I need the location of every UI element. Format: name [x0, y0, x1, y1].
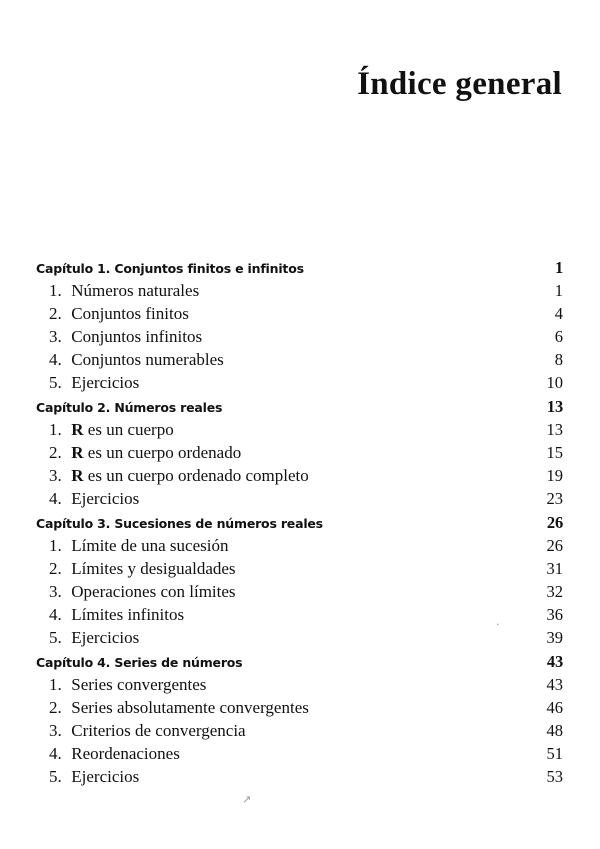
section-entry[interactable]	[36, 348, 563, 371]
section-entry[interactable]	[36, 696, 563, 719]
section-number: 5.	[49, 767, 62, 786]
section-text: Series convergentes	[71, 675, 207, 694]
section-page-number: 53	[546, 767, 563, 786]
section-number: 3.	[49, 327, 62, 346]
section-page-number: 19	[546, 466, 563, 485]
chapter-page-number: 13	[546, 397, 563, 416]
section-page-number: 31	[546, 559, 563, 578]
chapter-title	[36, 652, 242, 674]
section-title	[49, 673, 206, 696]
scan-mark: ↗	[242, 793, 252, 806]
section-entry[interactable]	[36, 580, 563, 603]
section-number: 4.	[49, 744, 62, 763]
section-entry[interactable]	[36, 765, 563, 788]
section-entry[interactable]	[36, 371, 563, 394]
section-number: 5.	[49, 373, 62, 392]
section-title	[49, 348, 224, 371]
section-text: Ejercicios	[71, 767, 140, 786]
real-numbers-symbol: R	[71, 466, 84, 485]
section-text: Números naturales	[71, 281, 200, 300]
chapter-page-number: 43	[546, 652, 563, 671]
section-number: 4.	[49, 489, 62, 508]
section-title	[49, 325, 202, 348]
section-text: es un cuerpo ordenado	[83, 443, 242, 462]
section-title	[49, 418, 174, 441]
section-number: 2.	[49, 698, 62, 717]
section-number: 3.	[49, 466, 62, 485]
section-page-number: 13	[546, 420, 563, 439]
section-page-number: 1	[554, 281, 563, 300]
chapter-page-number: 1	[554, 258, 563, 277]
section-number: 1.	[49, 420, 62, 439]
section-entry[interactable]	[36, 603, 563, 626]
section-title	[49, 580, 236, 603]
section-number: 2.	[49, 443, 62, 462]
section-number: 5.	[49, 628, 62, 647]
section-text: Ejercicios	[71, 373, 140, 392]
section-title	[49, 742, 180, 765]
section-text: es un cuerpo ordenado completo	[83, 466, 309, 485]
chapter-heading[interactable]	[36, 396, 563, 418]
section-entry[interactable]	[36, 279, 563, 302]
table-of-contents	[36, 257, 563, 790]
scan-speck: ·	[496, 618, 500, 631]
section-number: 1.	[49, 281, 62, 300]
section-page-number: 6	[554, 327, 563, 346]
section-entry[interactable]	[36, 673, 563, 696]
section-title	[49, 557, 236, 580]
chapter-block	[36, 651, 563, 788]
section-entry[interactable]	[36, 325, 563, 348]
section-page-number: 51	[546, 744, 563, 763]
section-number: 1.	[49, 675, 62, 694]
section-entry[interactable]	[36, 719, 563, 742]
chapter-heading[interactable]	[36, 512, 563, 534]
section-number: 2.	[49, 559, 62, 578]
chapter-block	[36, 257, 563, 394]
section-text: Conjuntos numerables	[71, 350, 224, 369]
section-entry[interactable]	[36, 742, 563, 765]
section-number: 1.	[49, 536, 62, 555]
section-entry[interactable]	[36, 302, 563, 325]
section-number: 2.	[49, 304, 62, 323]
chapter-block	[36, 396, 563, 510]
chapter-label: Capítulo 1.	[36, 261, 111, 276]
section-text: Conjuntos infinitos	[71, 327, 203, 346]
section-text: Límites infinitos	[71, 605, 185, 624]
section-text: Reordenaciones	[71, 744, 180, 763]
section-title	[49, 302, 189, 325]
section-page-number: 4	[554, 304, 563, 323]
section-title	[49, 464, 309, 487]
section-entry[interactable]	[36, 464, 563, 487]
section-title	[49, 487, 139, 510]
section-page-number: 23	[546, 489, 563, 508]
chapter-title	[36, 258, 304, 280]
section-page-number: 36	[546, 605, 563, 624]
chapter-title	[36, 513, 323, 535]
section-text: Ejercicios	[71, 489, 140, 508]
section-page-number: 48	[546, 721, 563, 740]
section-entry[interactable]	[36, 418, 563, 441]
section-title	[49, 719, 246, 742]
section-entry[interactable]	[36, 534, 563, 557]
chapter-name: Números reales	[114, 400, 223, 415]
real-numbers-symbol: R	[71, 443, 84, 462]
section-title	[49, 696, 309, 719]
chapter-title	[36, 397, 222, 419]
section-entry[interactable]	[36, 626, 563, 649]
section-title	[49, 441, 241, 464]
section-page-number: 10	[546, 373, 563, 392]
section-title	[49, 603, 184, 626]
section-page-number: 46	[546, 698, 563, 717]
chapter-name: Sucesiones de números reales	[114, 516, 323, 531]
section-text: Operaciones con límites	[71, 582, 236, 601]
section-number: 3.	[49, 582, 62, 601]
chapter-heading[interactable]	[36, 651, 563, 673]
section-text: Conjuntos finitos	[71, 304, 189, 323]
section-title	[49, 279, 199, 302]
chapter-label: Capítulo 4.	[36, 655, 111, 670]
section-text: Series absolutamente convergentes	[71, 698, 309, 717]
section-page-number: 15	[546, 443, 563, 462]
chapter-heading[interactable]	[36, 257, 563, 279]
chapter-label: Capítulo 3.	[36, 516, 111, 531]
section-page-number: 8	[554, 350, 563, 369]
section-title	[49, 534, 228, 557]
section-page-number: 32	[546, 582, 563, 601]
chapter-name: Series de números	[114, 655, 243, 670]
page-title: Índice general	[357, 66, 562, 102]
section-text: Criterios de convergencia	[71, 721, 246, 740]
section-entry[interactable]	[36, 557, 563, 580]
chapter-name: Conjuntos finitos e infinitos	[114, 261, 304, 276]
section-entry[interactable]	[36, 441, 563, 464]
section-number: 4.	[49, 605, 62, 624]
section-title	[49, 626, 139, 649]
section-title	[49, 765, 139, 788]
section-text: Ejercicios	[71, 628, 140, 647]
section-page-number: 39	[546, 628, 563, 647]
section-page-number: 43	[546, 675, 563, 694]
section-title	[49, 371, 139, 394]
section-text: Límites y desigualdades	[71, 559, 236, 578]
section-number: 4.	[49, 350, 62, 369]
section-number: 3.	[49, 721, 62, 740]
section-page-number: 26	[546, 536, 563, 555]
section-entry[interactable]	[36, 487, 563, 510]
chapter-label: Capítulo 2.	[36, 400, 111, 415]
chapter-block	[36, 512, 563, 649]
section-text: es un cuerpo	[83, 420, 174, 439]
real-numbers-symbol: R	[71, 420, 84, 439]
chapter-page-number: 26	[546, 513, 563, 532]
section-text: Límite de una sucesión	[71, 536, 229, 555]
